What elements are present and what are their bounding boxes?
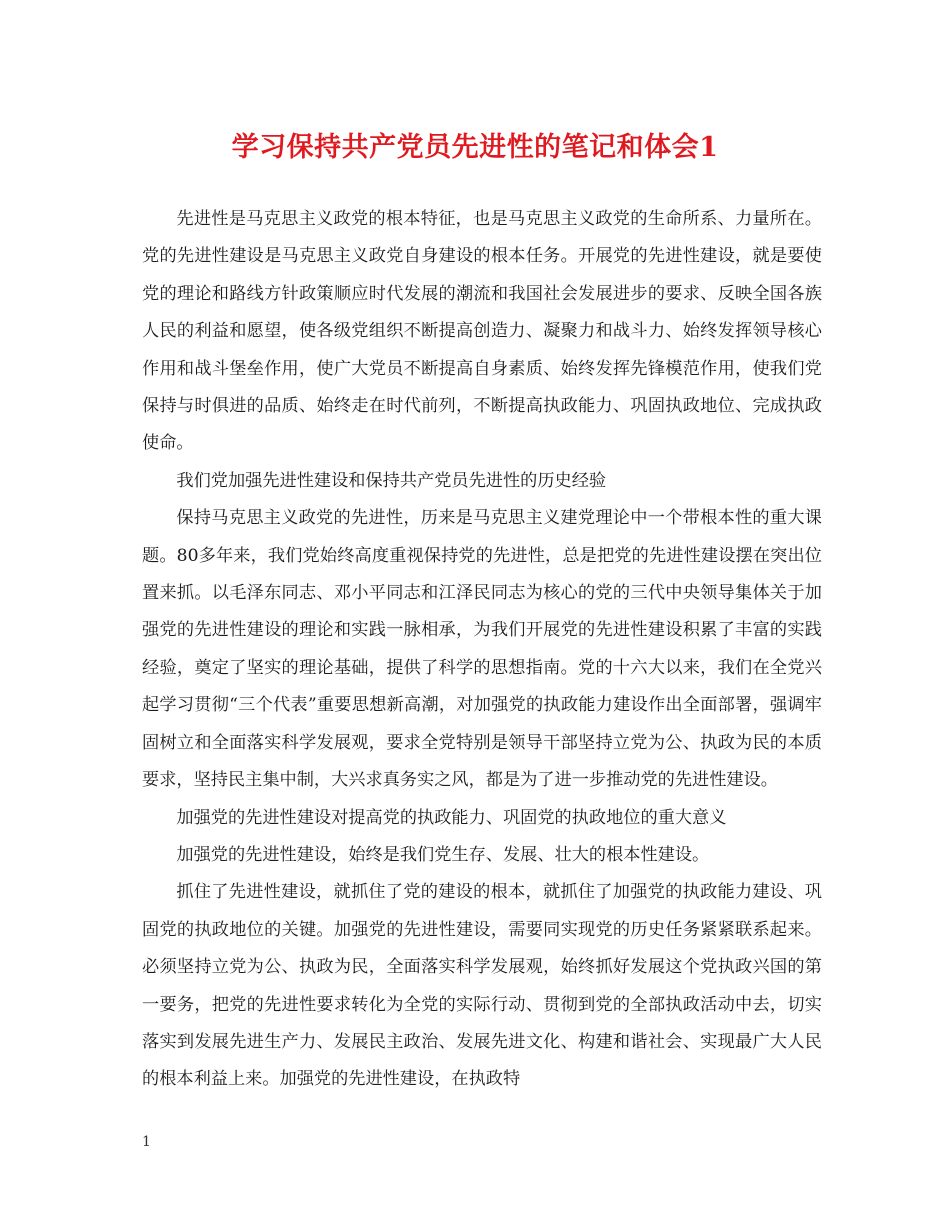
page-number: 1 bbox=[142, 1134, 151, 1150]
document-title: 学习保持共产党员先进性的笔记和体会1 bbox=[231, 132, 719, 163]
paragraph-1: 先进性是马克思主义政党的根本特征，也是马克思主义政党的生命所系、力量所在。党的先进性建设是马克思主义政党自身建设的根本任务。开展党的先进性建设，就是要使党的理论和路线方针政策顺应时代发展的潮流和我国社会发展进步的要求、反映全国各族人民的利益和愿望，使各级党组织不断提高创造力、凝聚力和战斗力、始终发挥领导核心作用和战斗堡垒作用，使广大党员不断提高自身素质、始终发挥先锋模范作用，使我们党保持与时俱进的品质、始终走在时代前列，不断提高执政能力、巩固执政地位、完成执政使命。 bbox=[142, 209, 822, 454]
paragraph-4: 加强党的先进性建设对提高党的执政能力、巩固党的执政地位的重大意义 bbox=[176, 807, 727, 828]
paragraph-2: 我们党加强先进性建设和保持共产党员先进性的历史经验 bbox=[176, 470, 607, 491]
paragraph-3: 保持马克思主义政党的先进性，历来是马克思主义建党理论中一个带根本性的重大课题。80多年来，我们党始终高度重视保持党的先进性，总是把党的先进性建设摆在突出位置来抓。以毛泽东同志、邓小平同志和江泽民同志为核心的党的三代中央领导集体关于加强党的先进性建设的理论和实践一脉相承，为我们开展党的先进性建设积累了丰富的实践经验，奠定了坚实的理论基础，提供了科学的思想指南。党的十六大以来，我们在全党兴起学习贯彻“三个代表”重要思想新高潮，对加强党的执政能力建设作出全面部署，强调牢固树立和全面落实科学发展观，要求全党特别是领导干部坚持立党为公、执政为民的本质要求，坚持民主集中制，大兴求真务实之风，都是为了进一步推动党的先进性建设。 bbox=[142, 508, 822, 791]
paragraph-5: 加强党的先进性建设，始终是我们党生存、发展、壮大的根本性建设。 bbox=[176, 844, 710, 865]
paragraph-6: 抓住了先进性建设，就抓住了党的建设的根本，就抓住了加强党的执政能力建设、巩固党的执政地位的关键。加强党的先进性建设，需要同实现党的历史任务紧紧联系起来。必须坚持立党为公、执政为民，全面落实科学发展观，始终抓好发展这个党执政兴国的第一要务，把党的先进性要求转化为全党的实际行动、贯彻到党的全部执政活动中去，切实落实到发展先进生产力、发展民主政治、发展先进文化、构建和谐社会、实现最广大人民的根本利益上来。加强党的先进性建设，在执政特 bbox=[142, 882, 822, 1090]
document-body bbox=[142, 201, 822, 1099]
